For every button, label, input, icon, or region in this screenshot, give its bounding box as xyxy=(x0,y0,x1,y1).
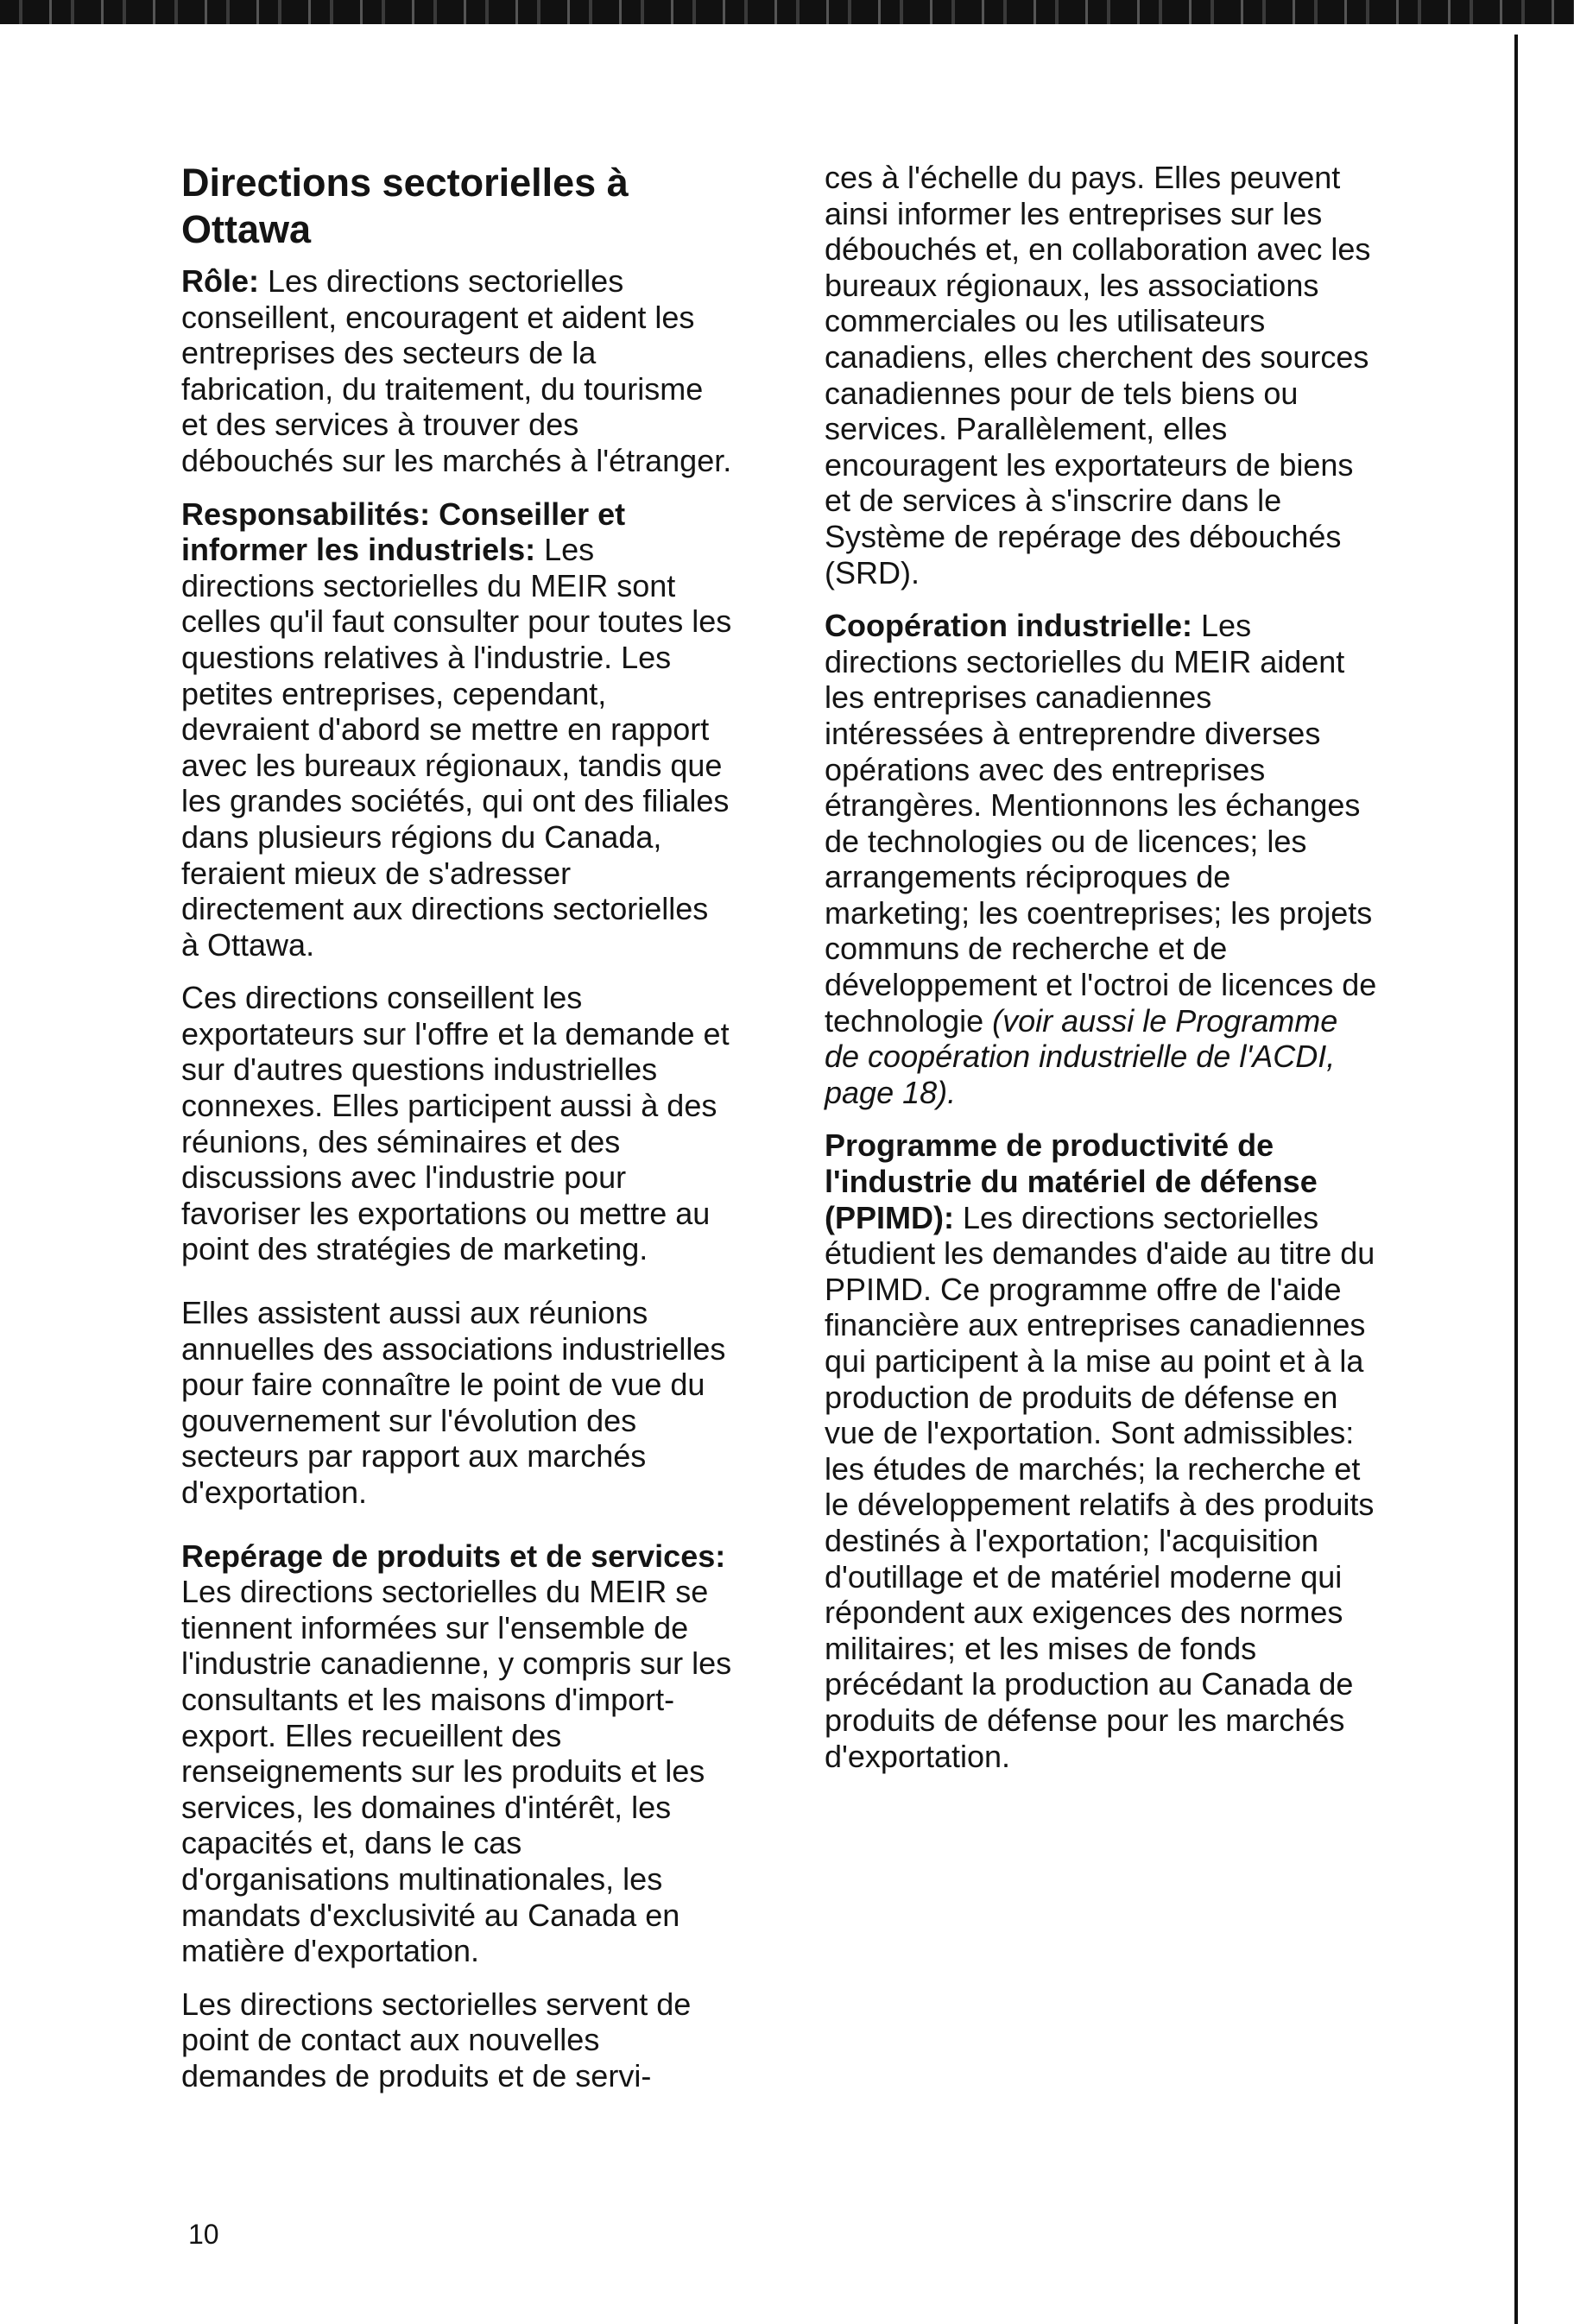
paragraph-responsibilities xyxy=(181,496,734,963)
paragraph-advice: Ces directions conseillent les exportateurs sur l'offre et la demande et sur d'autres questions industrielles connexes. Elles participent aussi à des réunions, des séminaires et des discussions avec l'industrie pour favoriser les exportations ou mettre au point des stratégies de marketing. xyxy=(181,980,730,1267)
paragraph-meetings: Elles assistent aussi aux réunions annuelles des associations industrielles pour faire connaître le point de vue du gouvernement sur l'évolution des secteurs par rapport aux marchés d'exportation. xyxy=(181,1295,726,1510)
paragraph-ppimd xyxy=(825,1127,1377,1774)
paragraph-product-tracking xyxy=(181,1538,734,1969)
paragraph-heading: Repérage de produits et de services: xyxy=(181,1538,726,1574)
paragraph-text: Les directions sectorielles du MEIR se tiennent informées sur l'ensemble de l'industrie canadienne, y compris sur les consultants et les maisons d'import-export. Elles recueillent des renseignements sur les produits et les services, les domaines d'intérêt, les capacités et, dans le cas d'organisations multinationales, les mandats d'exclusivité au Canada en matière d'exportation. xyxy=(181,1574,732,1969)
paragraph-heading: Coopération industrielle: xyxy=(825,608,1193,644)
paragraph-text: Les directions sectorielles conseillent, encouragent et aident les entreprises des secteurs de la fabrication, du traitement, du tourisme et des services à trouver des débouchés sur les marchés à l'étranger. xyxy=(181,263,732,478)
page-title: Directions sectorielles à Ottawa xyxy=(181,161,629,251)
scan-top-edge xyxy=(0,0,1574,24)
paragraph-text: Les directions sectorielles du MEIR aident les entreprises canadiennes intéressées à entreprendre diverses opérations avec des entreprises étrangères. Mentionnons les échanges de technologies ou de licences; les arrangements réciproques de marketing; les coentreprises; les projets communs de recherche et de développement et l'octroi de licences de technologie xyxy=(825,608,1377,1039)
paragraph-text: Les directions sectorielles du MEIR sont celles qu'il faut consulter pour toutes les questions relatives à l'industrie. Les petites entreprises, cependant, devraient d'abord se mettre en rapport avec les bureaux régionaux, tandis que les grandes sociétés, qui ont des filiales dans plusieurs régions du Canada, feraient mieux de s'adresser directement aux directions sectorielles à Ottawa. xyxy=(181,532,732,963)
paragraph-heading: Programme de productivité de l'industrie du matériel de défense (PPIMD): xyxy=(825,1127,1318,1235)
left-column xyxy=(181,160,734,2112)
paragraph-industrial-cooperation xyxy=(825,608,1377,1110)
paragraph-italic-reference: (voir aussi le Programme de coopération industrielle de l'ACDI, page 18). xyxy=(825,1002,1338,1110)
paragraph-contact-point: Les directions sectorielles servent de point de contact aux nouvelles demandes de produits et de servi- xyxy=(181,1986,692,2093)
right-column xyxy=(825,160,1377,1791)
paragraph-heading: Rôle: xyxy=(181,263,259,299)
paragraph-continued: ces à l'échelle du pays. Elles peuvent ainsi informer les entreprises sur les débouchés et, en collaboration avec les bureaux régionaux, les associations commerciales ou les utilisateurs canadiens, elles cherchent des sources canadiennes pour de tels biens ou services. Parallèlement, elles encouragent les exportateurs de biens et de services à s'inscrire dans le Système de repérage des débouchés (SRD). xyxy=(825,160,1371,590)
paragraph-heading: Responsabilités: Conseiller et informer les industriels: xyxy=(181,496,626,568)
page-number: 10 xyxy=(188,2219,219,2250)
paragraph-role xyxy=(181,263,734,479)
paragraph-text: Les directions sectorielles étudient les demandes d'aide au titre du PPIMD. Ce programme offre de l'aide financière aux entreprises canadiennes qui participent à la mise au point et à la production de produits de défense en vue de l'exportation. Sont admissibles: les études de marchés; la recherche et le développement relatifs à des produits destinés à l'exportation; l'acquisition d'outillage et de matériel moderne qui répondent aux exigences des normes militaires; et les mises de fonds précédant la production au Canada de produits de défense pour les marchés d'exportation. xyxy=(825,1199,1375,1774)
scan-right-edge xyxy=(1514,35,1518,2324)
